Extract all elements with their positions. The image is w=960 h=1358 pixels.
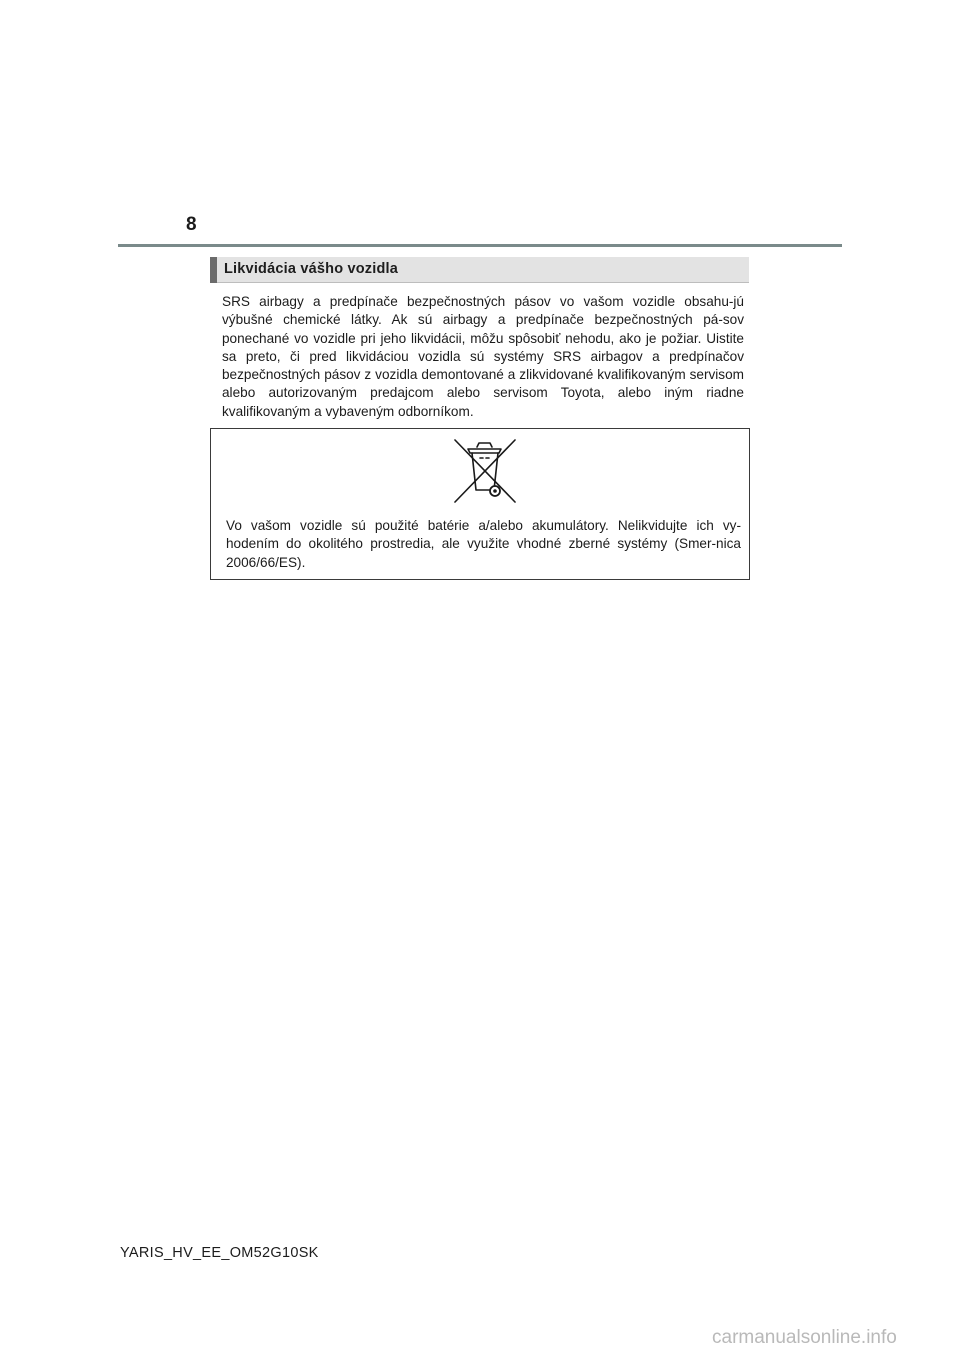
section-title: Likvidácia vášho vozidla <box>224 261 399 277</box>
page-number: 8 <box>186 214 197 235</box>
heading-accent-bar <box>210 257 217 283</box>
crossed-out-wheelie-bin-icon <box>450 438 520 504</box>
battery-disposal-notice <box>210 428 750 580</box>
watermark: carmanualsonline.info <box>712 1327 897 1348</box>
document-code: YARIS_HV_EE_OM52G10SK <box>120 1245 319 1261</box>
section-body-text: SRS airbagy a predpínače bezpečnostných pásov vo vašom vozidle obsahu-jú výbušné chemické látky. Ak sú airbagy a predpínače bezpečnostných pá-sov ponechané vo vozidle pri jeho likvidácii, môžu spôsobiť nehodu, ako je požiar. Uistite sa preto, či pred likvidáciou vozidla sú systémy SRS airbagov a predpínačov bezpečnostných pásov z vozidla demontované a zlikvidované kvalifikovaným servisom alebo autorizovaným predajcom alebo servisom Toyota, alebo iným riadne kvalifikovaným a vybaveným odborníkom. <box>222 294 744 419</box>
header-rule <box>118 244 842 247</box>
notice-text: Vo vašom vozidle sú použité batérie a/alebo akumulátory. Nelikvidujte ich vy-hodením do okolitého prostredia, ale využite vhodné zberné systémy (Smer-nica 2006/66/ES). <box>226 518 741 570</box>
section-heading <box>210 257 749 283</box>
